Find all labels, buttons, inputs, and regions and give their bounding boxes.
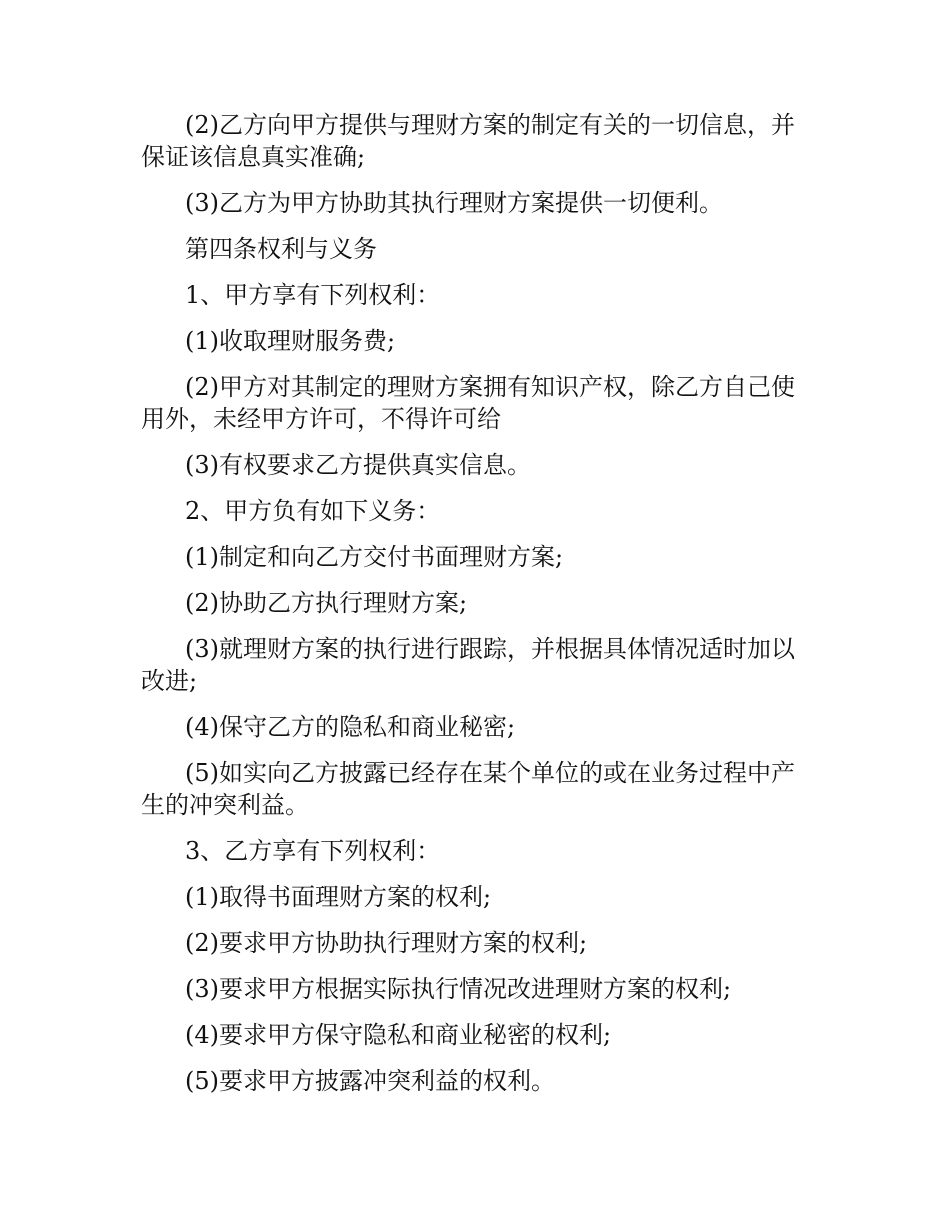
paragraph: (4)保守乙方的隐私和商业秘密; <box>185 713 516 741</box>
paragraph: (2)乙方向甲方提供与理财方案的制定有关的一切信息，并保证该信息真实准确; <box>141 111 795 171</box>
paragraph: (1)取得书面理财方案的权利; <box>185 883 492 911</box>
paragraph: (5)如实向乙方披露已经存在某个单位的或在业务过程中产生的冲突利益。 <box>141 759 795 819</box>
paragraph: (3)就理财方案的执行进行跟踪，并根据具体情况适时加以改进; <box>141 635 795 695</box>
paragraph: 1、甲方享有下列权利： <box>185 281 441 309</box>
paragraph: (1)制定和向乙方交付书面理财方案; <box>185 543 564 571</box>
paragraph: (3)乙方为甲方协助其执行理财方案提供一切便利。 <box>185 189 723 217</box>
paragraph: (4)要求甲方保守隐私和商业秘密的权利; <box>185 1021 612 1049</box>
document-body <box>141 109 801 1111</box>
paragraph: (1)收取理财服务费; <box>185 327 396 355</box>
paragraph: (2)要求甲方协助执行理财方案的权利; <box>185 929 588 957</box>
section-heading: 第四条权利与义务 <box>185 235 377 263</box>
paragraph: (2)甲方对其制定的理财方案拥有知识产权，除乙方自己使用外，未经甲方许可，不得许可给 <box>141 373 795 433</box>
paragraph: (3)要求甲方根据实际执行情况改进理财方案的权利; <box>185 975 732 1003</box>
paragraph: (2)协助乙方执行理财方案; <box>185 589 468 617</box>
paragraph: (3)有权要求乙方提供真实信息。 <box>185 451 531 479</box>
paragraph: 3、乙方享有下列权利： <box>185 837 441 865</box>
paragraph: (5)要求甲方披露冲突利益的权利。 <box>185 1067 555 1095</box>
paragraph: 2、甲方负有如下义务： <box>185 497 441 525</box>
